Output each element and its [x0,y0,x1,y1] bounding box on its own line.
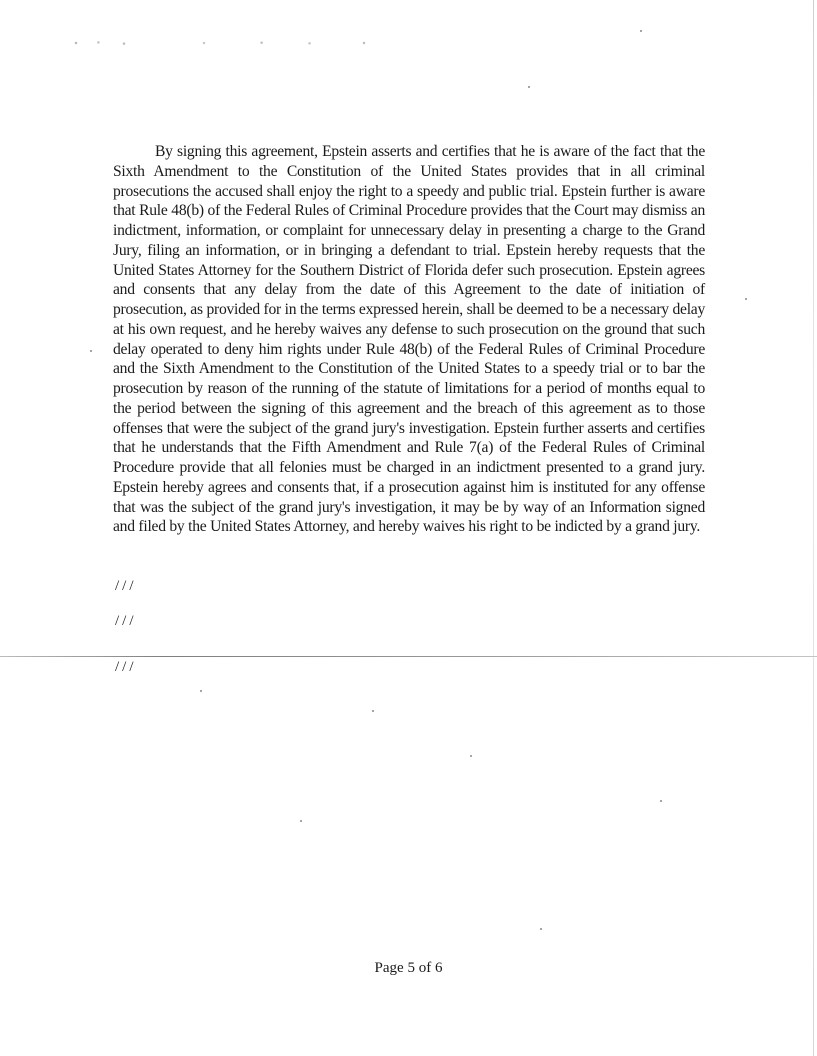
scan-speck [200,690,202,692]
scan-speck [640,30,642,32]
scan-speck [660,800,662,802]
page-number: Page 5 of 6 [374,960,443,976]
section-separator: /// [115,613,137,629]
scan-dust [60,40,380,46]
scan-horizontal-line [0,656,817,657]
scan-speck [372,710,374,712]
section-separator: /// [115,578,137,594]
scan-speck [528,86,530,88]
scan-speck [540,928,542,930]
section-separator: /// [115,659,137,675]
scan-speck [470,755,472,757]
scan-speck [90,350,92,352]
scan-speck [300,820,302,822]
scan-edge-line [813,0,814,1056]
agreement-paragraph: By signing this agreement, Epstein asserts and certifies that he is aware of the fact that the Sixth Amendment to the Constitution of the United States provides that in all criminal prosecutions the accused shall enjoy the right to a speedy and public trial. Epstein further is aware that Rule 48(b) of the Federal Rules of Criminal Procedure provides that the Court may dismiss an indictment, information, or complaint for unnecessary delay in presenting a charge to the Grand Jury, filing an information, or in bringing a defendant to trial. Epstein hereby requests that the United States Attorney for the Southern District of Florida defer such prosecution. Epstein agrees and consents that any delay from the date of this Agreement to the date of initiation of prosecution, as provided for in the terms expressed herein, shall be deemed to be a necessary delay at his own request, and he hereby waives any defense to such prosecution on the ground that such delay operated to deny him rights under Rule 48(b) of the Federal Rules of Criminal Procedure and the Sixth Amendment to the Constitution of the United States to a speedy trial or to bar the prosecution by reason of the running of the statute of limitations for a period of months equal to the period between the signing of this agreement and the breach of this agreement as to those offenses that were the subject of the grand jury's investigation. Epstein further asserts and certifies that he understands that the Fifth Amendment and Rule 7(a) of the Federal Rules of Criminal Procedure provide that all felonies must be charged in an indictment presented to a grand jury. Epstein hereby agrees and consents that, if a prosecution against him is instituted for any offense that was the subject of the grand jury's investigation, it may be by way of an Information signed and filed by the United States Attorney, and hereby waives his right to be indicted by a grand jury. [113,143,705,536]
scan-speck [745,298,747,300]
